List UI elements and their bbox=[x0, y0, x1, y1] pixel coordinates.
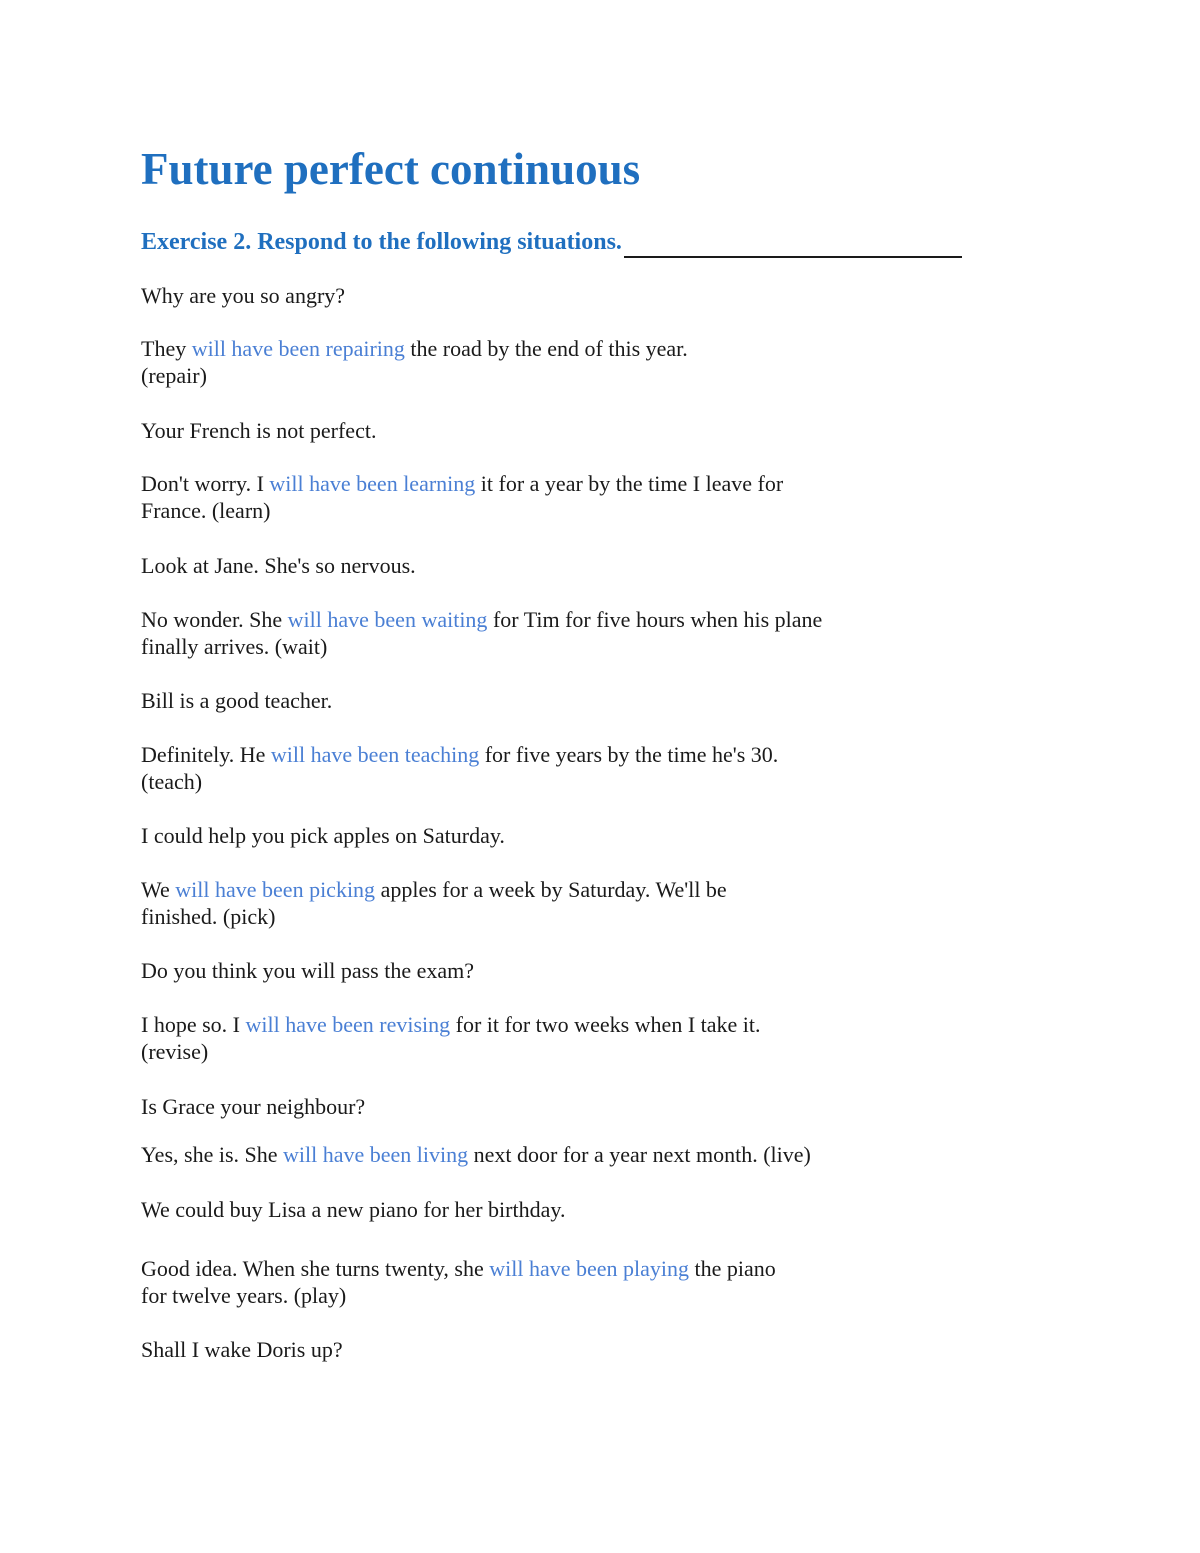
response-line-2: finished. (pick) bbox=[141, 904, 276, 929]
answer-blank-line bbox=[624, 226, 962, 258]
answer-verb: will have been playing bbox=[489, 1256, 690, 1281]
response-line-2: finally arrives. (wait) bbox=[141, 634, 328, 659]
answer-verb: will have been repairing bbox=[191, 336, 405, 361]
response-line: We will have been picking apples for a week by Saturday. We'll be bbox=[141, 877, 727, 902]
answer-verb: will have been revising bbox=[245, 1012, 451, 1037]
answer-verb: will have been learning bbox=[269, 471, 476, 496]
response-line-2: for twelve years. (play) bbox=[141, 1283, 347, 1308]
answer-verb: will have been teaching bbox=[270, 742, 480, 767]
response-line-2: (teach) bbox=[141, 769, 203, 794]
situation-prompt: Shall I wake Doris up? bbox=[141, 1337, 343, 1362]
situation-prompt: Is Grace your neighbour? bbox=[141, 1094, 366, 1119]
exercise-heading bbox=[141, 226, 962, 258]
response-line: Definitely. He will have been teaching for five years by the time he's 30. bbox=[141, 742, 779, 767]
response-line: I hope so. I will have been revising for it for two weeks when I take it. bbox=[141, 1012, 761, 1037]
situation-prompt: Bill is a good teacher. bbox=[141, 688, 333, 713]
response-line: No wonder. She will have been waiting for Tim for five hours when his plane bbox=[141, 607, 823, 632]
response-line: Good idea. When she turns twenty, she will have been playing the piano bbox=[141, 1256, 776, 1281]
situation-prompt: Do you think you will pass the exam? bbox=[141, 958, 475, 983]
situation-prompt: I could help you pick apples on Saturday. bbox=[141, 823, 505, 848]
response-line-2: (revise) bbox=[141, 1039, 209, 1064]
situation-prompt: Your French is not perfect. bbox=[141, 418, 377, 443]
response-line: Yes, she is. She will have been living next door for a year next month. (live) bbox=[141, 1142, 811, 1167]
answer-verb: will have been picking bbox=[175, 877, 376, 902]
situation-prompt: Look at Jane. She's so nervous. bbox=[141, 553, 416, 578]
answer-verb: will have been waiting bbox=[287, 607, 488, 632]
response-line: Don't worry. I will have been learning it for a year by the time I leave for bbox=[141, 471, 784, 496]
response-line-2: (repair) bbox=[141, 363, 207, 388]
answer-verb: will have been living bbox=[283, 1142, 469, 1167]
situation-prompt: Why are you so angry? bbox=[141, 283, 346, 308]
response-line: They will have been repairing the road by the end of this year. bbox=[141, 336, 688, 361]
situation-prompt: We could buy Lisa a new piano for her birthday. bbox=[141, 1197, 566, 1222]
exercise-heading-text: Exercise 2. Respond to the following situations. bbox=[141, 228, 622, 255]
page-title: Future perfect continuous bbox=[141, 144, 641, 194]
response-line-2: France. (learn) bbox=[141, 498, 271, 523]
